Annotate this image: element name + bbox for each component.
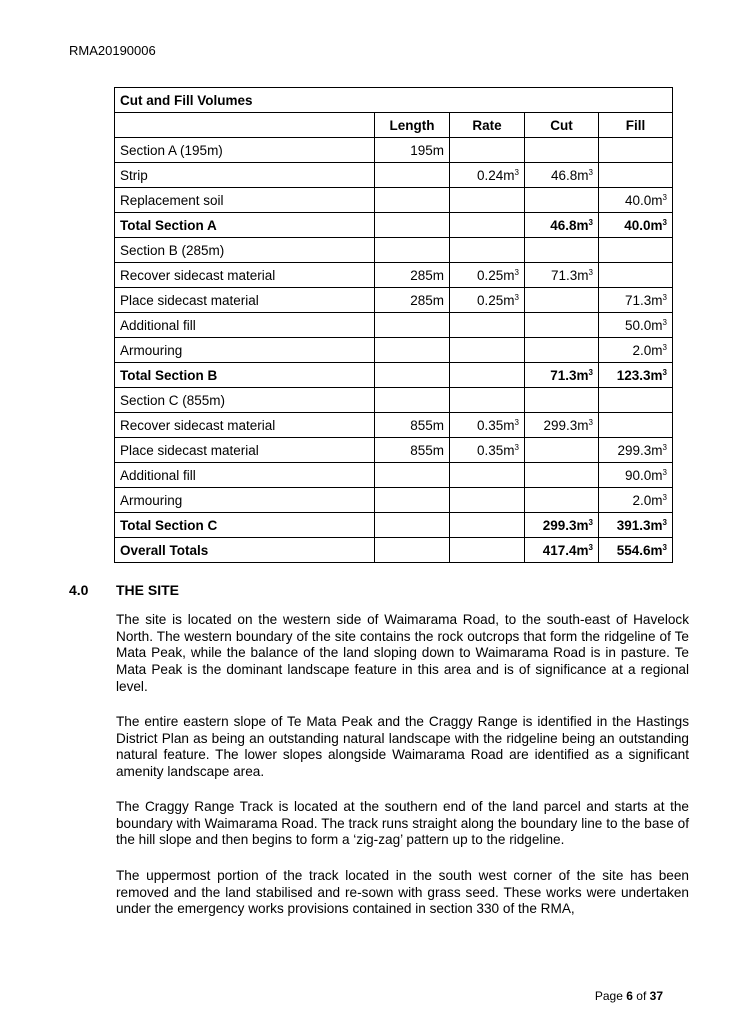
cell-value: 0.25m bbox=[477, 292, 515, 308]
of-label: of bbox=[636, 989, 647, 1003]
cell-cut bbox=[525, 338, 599, 363]
cell-value: 71.3m bbox=[625, 292, 663, 308]
cell-cut bbox=[525, 213, 599, 238]
cubic-superscript: 3 bbox=[662, 492, 667, 502]
table-row bbox=[115, 313, 673, 338]
cell-length bbox=[375, 338, 450, 363]
cubic-superscript: 3 bbox=[514, 442, 519, 452]
cell-cut bbox=[525, 438, 599, 463]
cell-fill bbox=[599, 188, 673, 213]
cell-cut bbox=[525, 163, 599, 188]
row-label: Overall Totals bbox=[115, 538, 375, 563]
table-row bbox=[115, 163, 673, 188]
table-row bbox=[115, 513, 673, 538]
cell-value: 50.0m bbox=[625, 317, 663, 333]
cubic-superscript: 3 bbox=[588, 517, 593, 527]
row-label: Section C (855m) bbox=[115, 388, 375, 413]
cell-rate bbox=[450, 138, 525, 163]
section-number: 4.0 bbox=[69, 582, 89, 598]
cell-value: 71.3m bbox=[551, 267, 589, 283]
table-row bbox=[115, 288, 673, 313]
cell-fill bbox=[599, 263, 673, 288]
table-header-row bbox=[115, 113, 673, 138]
cubic-superscript: 3 bbox=[662, 192, 667, 202]
cell-value: 2.0m bbox=[632, 492, 663, 508]
cell-cut bbox=[525, 388, 599, 413]
row-label: Total Section B bbox=[115, 363, 375, 388]
cell-fill bbox=[599, 313, 673, 338]
cell-value: 299.3m bbox=[542, 517, 589, 533]
cell-rate bbox=[450, 388, 525, 413]
cell-length bbox=[375, 213, 450, 238]
cell-value: 417.4m bbox=[542, 542, 589, 558]
table-row bbox=[115, 338, 673, 363]
cell-value: 90.0m bbox=[625, 467, 663, 483]
cubic-superscript: 3 bbox=[662, 317, 667, 327]
cell-fill bbox=[599, 238, 673, 263]
cell-fill bbox=[599, 163, 673, 188]
cell-rate bbox=[450, 188, 525, 213]
cell-value: 299.3m bbox=[543, 417, 589, 433]
section-title: THE SITE bbox=[116, 582, 180, 598]
cell-length bbox=[375, 463, 450, 488]
table-row bbox=[115, 238, 673, 263]
cell-value: 554.6m bbox=[616, 542, 663, 558]
cell-length bbox=[375, 513, 450, 538]
total-pages: 37 bbox=[649, 989, 663, 1003]
cell-fill bbox=[599, 338, 673, 363]
cell-cut bbox=[525, 313, 599, 338]
cell-length bbox=[375, 138, 450, 163]
cubic-superscript: 3 bbox=[662, 217, 667, 227]
table-row bbox=[115, 138, 673, 163]
table-row bbox=[115, 388, 673, 413]
cell-rate bbox=[450, 513, 525, 538]
cell-fill bbox=[599, 288, 673, 313]
cell-cut bbox=[525, 513, 599, 538]
paragraph-2: The entire eastern slope of Te Mata Peak and the Craggy Range is identified in the Hastings District Plan as being an outstanding natural landscape with the ridgeline being an outstanding natural feature. The lower slopes alongside Waimarama Road are identified as a significant amenity landscape area. bbox=[116, 714, 689, 780]
column-header-fill: Fill bbox=[599, 113, 673, 138]
cubic-superscript: 3 bbox=[662, 342, 667, 352]
cell-length bbox=[375, 413, 450, 438]
cell-rate bbox=[450, 363, 525, 388]
cell-cut bbox=[525, 463, 599, 488]
cell-length bbox=[375, 388, 450, 413]
column-header bbox=[115, 113, 375, 138]
cubic-superscript: 3 bbox=[514, 417, 519, 427]
table-row bbox=[115, 213, 673, 238]
cell-rate bbox=[450, 413, 525, 438]
cubic-superscript: 3 bbox=[662, 367, 667, 377]
table-row bbox=[115, 363, 673, 388]
page-footer bbox=[595, 989, 663, 1003]
paragraph-4: The uppermost portion of the track located in the south west corner of the site has been removed and the land stabilised and re-sown with grass seed. These works were undertaken under the emergency works provisions contained in section 330 of the RMA, bbox=[116, 868, 689, 917]
cell-value: 123.3m bbox=[616, 367, 663, 383]
cell-fill bbox=[599, 413, 673, 438]
cell-rate bbox=[450, 213, 525, 238]
row-label: Recover sidecast material bbox=[115, 263, 375, 288]
cell-value: 299.3m bbox=[617, 442, 663, 458]
cell-length bbox=[375, 488, 450, 513]
cell-length bbox=[375, 263, 450, 288]
cell-rate bbox=[450, 463, 525, 488]
cubic-superscript: 3 bbox=[588, 417, 593, 427]
cell-rate bbox=[450, 438, 525, 463]
cell-value: 285m bbox=[410, 292, 444, 308]
cell-value: 40.0m bbox=[624, 217, 663, 233]
cell-fill bbox=[599, 488, 673, 513]
cell-value: 71.3m bbox=[550, 367, 589, 383]
cubic-superscript: 3 bbox=[662, 517, 667, 527]
table-row bbox=[115, 413, 673, 438]
cell-fill bbox=[599, 513, 673, 538]
cell-cut bbox=[525, 413, 599, 438]
row-label: Additional fill bbox=[115, 463, 375, 488]
table-title-row bbox=[115, 88, 673, 113]
cell-rate bbox=[450, 338, 525, 363]
cubic-superscript: 3 bbox=[588, 217, 593, 227]
cell-cut bbox=[525, 188, 599, 213]
cell-fill bbox=[599, 388, 673, 413]
row-label: Place sidecast material bbox=[115, 438, 375, 463]
row-label: Strip bbox=[115, 163, 375, 188]
cell-rate bbox=[450, 163, 525, 188]
cubic-superscript: 3 bbox=[514, 292, 519, 302]
row-label: Place sidecast material bbox=[115, 288, 375, 313]
cell-length bbox=[375, 238, 450, 263]
cell-value: 46.8m bbox=[551, 167, 589, 183]
row-label: Section B (285m) bbox=[115, 238, 375, 263]
cell-cut bbox=[525, 138, 599, 163]
cell-length bbox=[375, 163, 450, 188]
table-row bbox=[115, 538, 673, 563]
cell-cut bbox=[525, 363, 599, 388]
column-header-length: Length bbox=[375, 113, 450, 138]
cell-length bbox=[375, 363, 450, 388]
cell-length bbox=[375, 438, 450, 463]
row-label: Armouring bbox=[115, 338, 375, 363]
cell-value: 0.35m bbox=[477, 442, 515, 458]
cell-rate bbox=[450, 238, 525, 263]
cell-fill bbox=[599, 138, 673, 163]
cell-value: 0.24m bbox=[477, 167, 515, 183]
cell-value: 855m bbox=[410, 417, 444, 433]
cell-fill bbox=[599, 213, 673, 238]
cell-value: 391.3m bbox=[616, 517, 663, 533]
cell-length bbox=[375, 188, 450, 213]
cubic-superscript: 3 bbox=[514, 167, 519, 177]
cell-fill bbox=[599, 538, 673, 563]
row-label: Recover sidecast material bbox=[115, 413, 375, 438]
cell-rate bbox=[450, 288, 525, 313]
cell-value: 0.35m bbox=[477, 417, 515, 433]
cubic-superscript: 3 bbox=[662, 442, 667, 452]
cell-value: 46.8m bbox=[550, 217, 589, 233]
document-reference: RMA20190006 bbox=[69, 43, 156, 58]
cell-cut bbox=[525, 288, 599, 313]
cell-length bbox=[375, 313, 450, 338]
row-label: Additional fill bbox=[115, 313, 375, 338]
column-header-rate: Rate bbox=[450, 113, 525, 138]
cut-fill-table bbox=[114, 87, 673, 563]
cell-rate bbox=[450, 538, 525, 563]
table-row bbox=[115, 488, 673, 513]
cell-cut bbox=[525, 538, 599, 563]
row-label: Section A (195m) bbox=[115, 138, 375, 163]
cell-rate bbox=[450, 313, 525, 338]
cubic-superscript: 3 bbox=[588, 542, 593, 552]
cubic-superscript: 3 bbox=[662, 467, 667, 477]
cubic-superscript: 3 bbox=[588, 267, 593, 277]
row-label: Armouring bbox=[115, 488, 375, 513]
cell-value: 195m bbox=[410, 142, 444, 158]
paragraph-3: The Craggy Range Track is located at the southern end of the land parcel and starts at the boundary with Waimarama Road. The track runs straight along the boundary line to the base of the hill slope and then begins to form a ‘zig-zag’ pattern up to the ridgeline. bbox=[116, 799, 689, 848]
cell-fill bbox=[599, 363, 673, 388]
row-label: Replacement soil bbox=[115, 188, 375, 213]
cubic-superscript: 3 bbox=[662, 292, 667, 302]
cell-rate bbox=[450, 263, 525, 288]
cell-length bbox=[375, 288, 450, 313]
cell-value: 0.25m bbox=[477, 267, 515, 283]
cell-cut bbox=[525, 238, 599, 263]
cell-rate bbox=[450, 488, 525, 513]
cell-cut bbox=[525, 488, 599, 513]
cell-value: 40.0m bbox=[625, 192, 663, 208]
cell-value: 2.0m bbox=[632, 342, 663, 358]
page-label: Page bbox=[594, 989, 623, 1003]
cell-length bbox=[375, 538, 450, 563]
page-number: 6 bbox=[626, 989, 633, 1003]
column-header-cut: Cut bbox=[525, 113, 599, 138]
cubic-superscript: 3 bbox=[662, 542, 667, 552]
cubic-superscript: 3 bbox=[514, 267, 519, 277]
paragraph-1: The site is located on the western side of Waimarama Road, to the south-east of Havelock North. The western boundary of the site contains the rock outcrops that form the ridgeline of Te Mata Peak, while the balance of the land sloping down to Waimarama Road is in pasture. Te Mata Peak is the dominant landscape feature in this area and is of significance at a regional level. bbox=[116, 612, 689, 694]
cell-fill bbox=[599, 463, 673, 488]
table-row bbox=[115, 438, 673, 463]
cell-cut bbox=[525, 263, 599, 288]
table-row bbox=[115, 263, 673, 288]
cubic-superscript: 3 bbox=[588, 367, 593, 377]
cell-fill bbox=[599, 438, 673, 463]
table-title: Cut and Fill Volumes bbox=[115, 88, 673, 113]
table-row bbox=[115, 463, 673, 488]
cell-value: 855m bbox=[410, 442, 444, 458]
table-row bbox=[115, 188, 673, 213]
cell-value: 285m bbox=[410, 267, 444, 283]
cubic-superscript: 3 bbox=[588, 167, 593, 177]
row-label: Total Section A bbox=[115, 213, 375, 238]
row-label: Total Section C bbox=[115, 513, 375, 538]
